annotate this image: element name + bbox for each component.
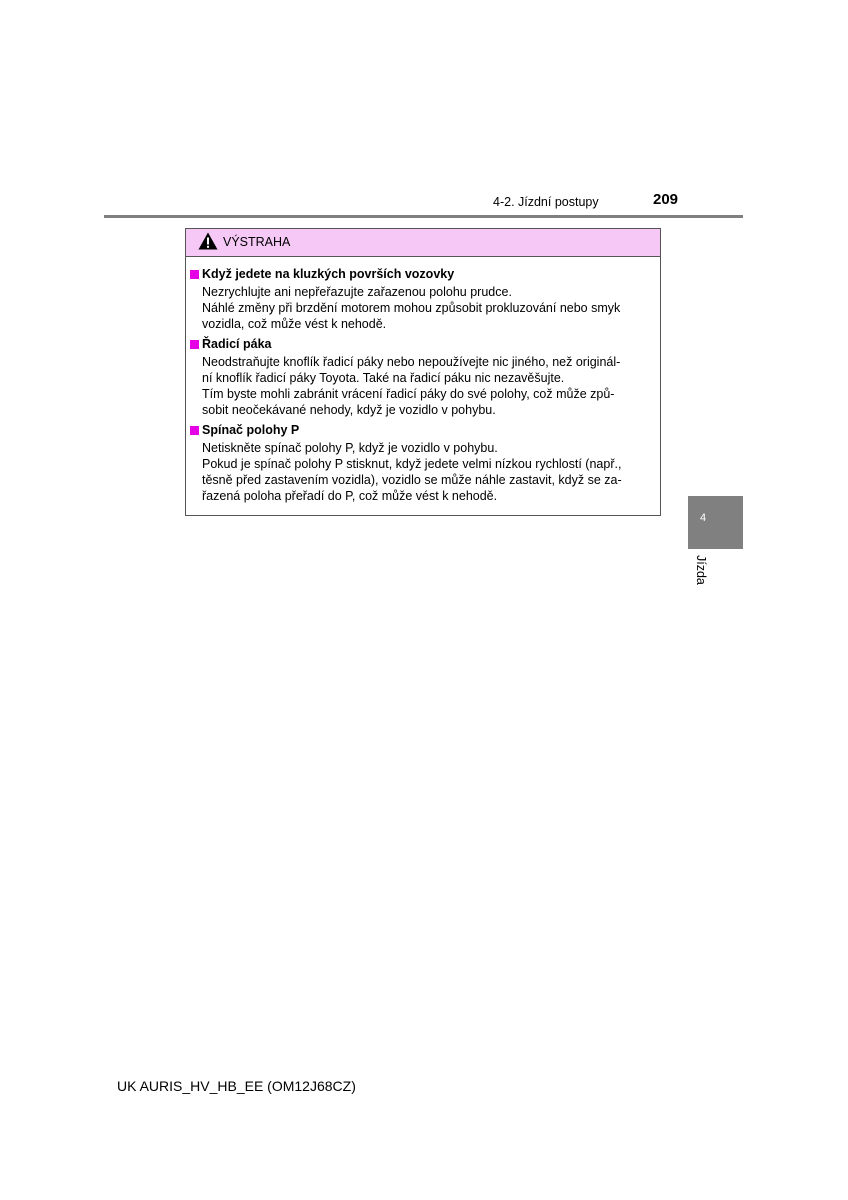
warning-title: VÝSTRAHA (223, 235, 291, 249)
text-line: sobit neočekávané nehody, když je vozidlo v pohybu. (202, 403, 496, 417)
chapter-tab (688, 496, 743, 549)
warning-item-text (190, 440, 652, 504)
warning-body (186, 257, 660, 504)
text-line: vozidla, což může vést k nehodě. (202, 317, 387, 331)
text-line: Neodstraňujte knoflík řadicí páky nebo nepoužívejte nic jiného, než originál- (202, 355, 621, 369)
text-line: Tím byste mohli zabránit vrácení řadicí páky do své polohy, což může způ- (202, 387, 615, 401)
text-line: Nezrychlujte ani nepřeřazujte zařazenou polohu prudce. (202, 285, 512, 299)
square-bullet-icon (190, 340, 199, 349)
page-number: 209 (653, 191, 679, 208)
warning-item-text (190, 284, 652, 332)
text-line: Pokud je spínač polohy P stisknut, když jedete velmi nízkou rychlostí (např., (202, 457, 622, 471)
heading-text: Řadicí páka (202, 337, 272, 351)
text-line: řazená poloha přeřadí do P, což může vést k nehodě. (202, 489, 498, 503)
footer-document-code: UK AURIS_HV_HB_EE (OM12J68CZ) (117, 1078, 356, 1094)
square-bullet-icon (190, 426, 199, 435)
text-line: ní knoflík řadicí páky Toyota. Také na řadicí páku nic nezavěšujte. (202, 371, 565, 385)
text-line: Netiskněte spínač polohy P, když je vozidlo v pohybu. (202, 441, 498, 455)
warning-header (186, 229, 660, 257)
square-bullet-icon (190, 270, 199, 279)
heading-text: Když jedete na kluzkých površích vozovky (202, 267, 455, 281)
warning-item-text (190, 354, 652, 418)
warning-box (185, 228, 661, 516)
section-title: 4-2. Jízdní postupy (493, 195, 599, 209)
text-line: Náhlé změny při brzdění motorem mohou způsobit prokluzování nebo smyk (202, 301, 621, 315)
warning-item-heading (190, 336, 652, 352)
chapter-number: 4 (700, 512, 707, 524)
header-rule (104, 215, 743, 218)
warning-item-heading (190, 422, 652, 438)
heading-text: Spínač polohy P (202, 423, 300, 437)
warning-item-heading (190, 266, 652, 282)
chapter-label: Jízda (694, 555, 708, 585)
warning-triangle-icon (198, 232, 218, 250)
text-line: těsně před zastavením vozidla), vozidlo se může náhle zastavit, když se za- (202, 473, 622, 487)
